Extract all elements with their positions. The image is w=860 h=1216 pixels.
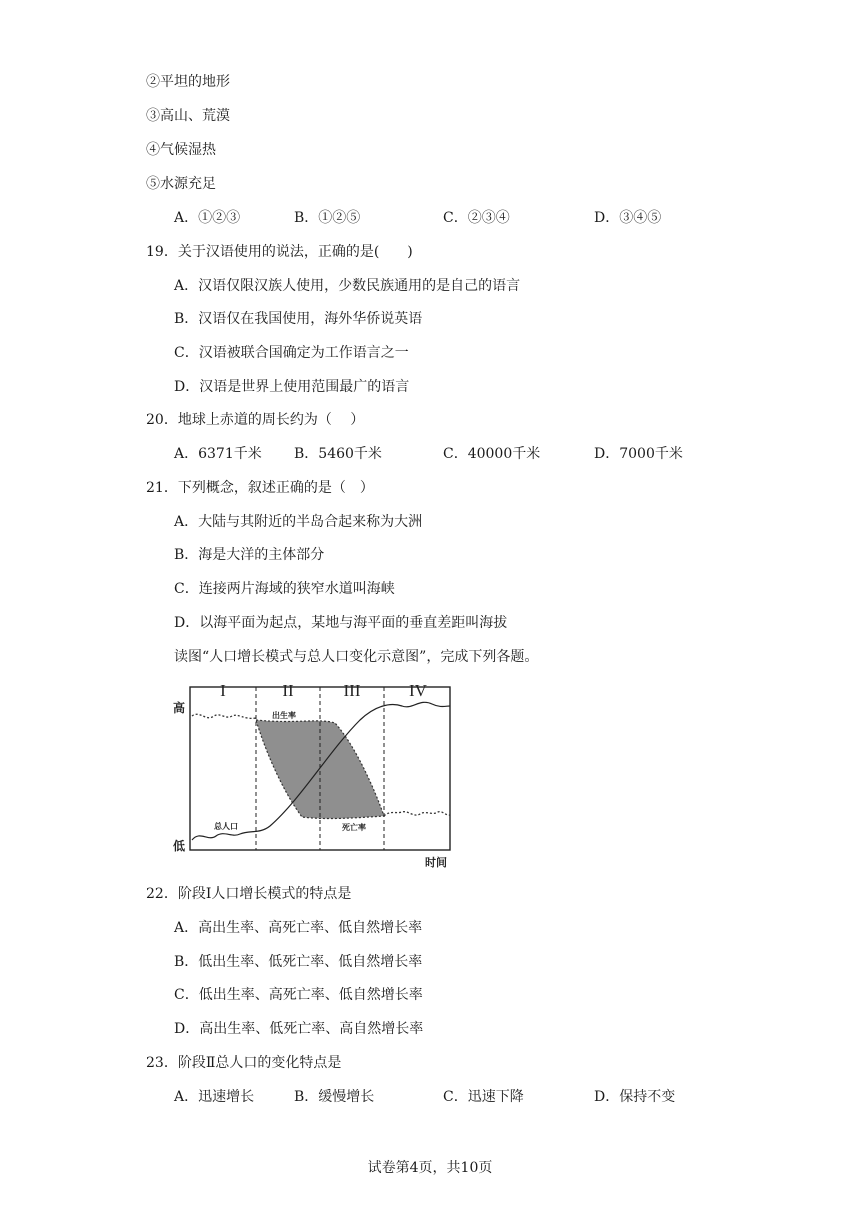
option-d: D．汉语是世界上使用范围最广的语言 (174, 379, 410, 395)
stage-label: II (282, 681, 294, 700)
question-19-stem: 19．关于汉语使用的说法，正确的是( ) (146, 244, 413, 260)
option-d: D．7000千米 (594, 446, 683, 462)
option-a: A．高出生率、高死亡率、低自然增长率 (174, 920, 423, 936)
death-rate-line (384, 812, 450, 816)
figure-intro: 读图“人口增长模式与总人口变化示意图”，完成下列各题。 (174, 649, 539, 665)
list-item: ②平坦的地形 (146, 74, 230, 90)
question-20-stem: 20．地球上赤道的周长约为（ ） (146, 412, 365, 428)
option-d: D．高出生率、低死亡率、高自然增长率 (174, 1021, 424, 1037)
option-c: C．迅速下降 (443, 1089, 524, 1105)
question-21-stem: 21．下列概念，叙述正确的是（ ） (146, 480, 374, 496)
option-b: B．①②⑤ (294, 210, 361, 226)
birth-rate-line (192, 714, 256, 718)
option-c: C．40000千米 (443, 446, 541, 462)
option-b: B．海是大洋的主体部分 (174, 547, 325, 563)
option-b: B．5460千米 (294, 446, 382, 462)
y-axis-low-label: 低 (173, 839, 186, 853)
page-footer: 试卷第4页，共10页 (367, 1160, 493, 1176)
list-item: ④气候湿热 (146, 142, 216, 158)
option-c: C．汉语被联合国确定为工作语言之一 (174, 345, 409, 361)
option-b: B．低出生率、低死亡率、低自然增长率 (174, 954, 423, 970)
question-22-stem: 22．阶段Ⅰ人口增长模式的特点是 (146, 886, 352, 902)
option-d: D．③④⑤ (594, 210, 662, 226)
y-axis-high-label: 高 (173, 701, 186, 715)
question-23-stem: 23．阶段Ⅱ总人口的变化特点是 (146, 1055, 342, 1071)
option-a: A．①②③ (174, 210, 241, 226)
death-rate-label: 死亡率 (342, 823, 366, 832)
option-b: B．汉语仅在我国使用，海外华侨说英语 (174, 311, 423, 327)
option-c: C．低出生率、高死亡率、低自然增长率 (174, 987, 423, 1003)
total-population-label: 总人口 (214, 822, 238, 831)
option-b: B．缓慢增长 (294, 1089, 375, 1105)
option-d: D．保持不变 (594, 1089, 676, 1105)
x-axis-label: 时间 (425, 856, 447, 869)
option-a: A．6371千米 (174, 446, 262, 462)
stage-label: III (343, 681, 361, 700)
option-a: A．大陆与其附近的半岛合起来称为大洲 (174, 514, 423, 530)
option-a: A．汉语仅限汉族人使用，少数民族通用的是自己的语言 (174, 278, 521, 294)
list-item: ⑤水源充足 (146, 176, 216, 192)
option-c: C．②③④ (443, 210, 510, 226)
option-d: D．以海平面为起点，某地与海平面的垂直差距叫海拔 (174, 615, 508, 631)
birth-rate-label: 出生率 (272, 711, 296, 720)
option-c: C．连接两片海域的狭窄水道叫海峡 (174, 581, 395, 597)
option-a: A．迅速增长 (174, 1089, 255, 1105)
natural-growth-area (256, 720, 384, 819)
stage-label: IV (409, 681, 427, 700)
list-item: ③高山、荒漠 (146, 108, 230, 124)
stage-label: I (220, 681, 226, 700)
population-growth-figure (170, 680, 460, 872)
